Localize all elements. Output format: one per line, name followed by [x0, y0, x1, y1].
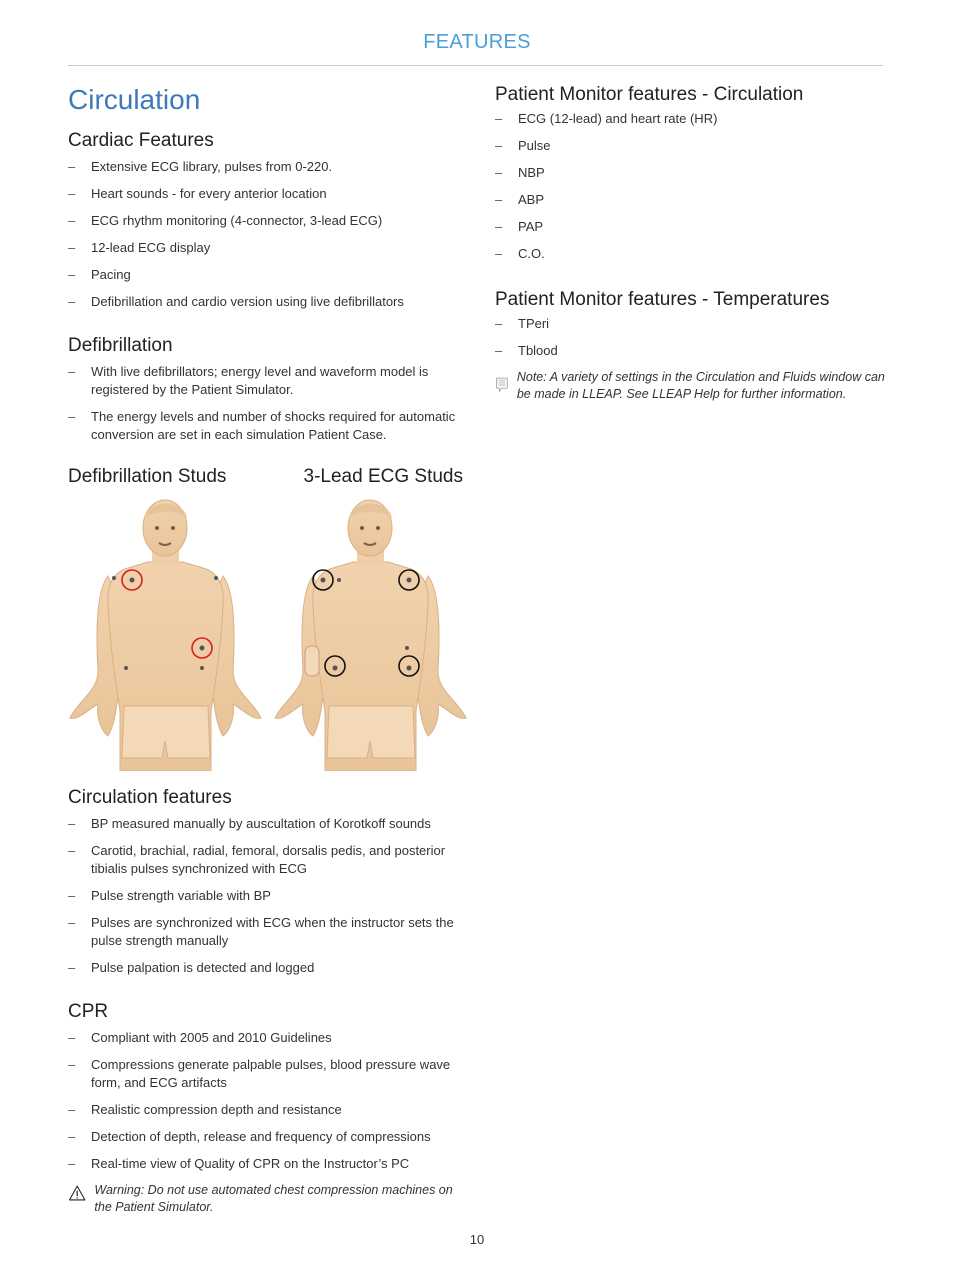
note-text: Note: A variety of settings in the Circulation and Fluids window can be made in LLEAP. See LLEAP Help for further information.: [516, 370, 885, 401]
cardiac-list: [68, 158, 463, 311]
lleap-note: [495, 369, 890, 403]
list-item: – Detection of depth, release and frequency of compressions: [68, 1128, 463, 1146]
list-item: – NBP: [495, 164, 890, 182]
list-item: – Pacing: [68, 266, 463, 284]
list-item: – The energy levels and number of shocks required for automatic conversion are set in each simulation Patient Case.: [68, 408, 463, 444]
cardiac-title: Cardiac Features: [68, 130, 214, 151]
header-divider: [68, 65, 883, 66]
list-item: – Tblood: [495, 342, 890, 360]
warning-icon: [68, 1182, 86, 1204]
monitor-circ-title: Patient Monitor features - Circulation: [495, 84, 804, 105]
list-item: – 12-lead ECG display: [68, 239, 463, 257]
defib-studs-title: Defibrillation Studs: [68, 466, 227, 487]
list-item: – Pulse palpation is detected and logged: [68, 959, 463, 977]
monitor-circ-list: [495, 110, 890, 263]
list-item: – Compliant with 2005 and 2010 Guidelines: [68, 1029, 463, 1047]
left-column: [68, 130, 463, 1216]
list-item: – ABP: [495, 191, 890, 209]
mannequin-body: [275, 500, 466, 771]
list-item: – Heart sounds - for every anterior location: [68, 185, 463, 203]
defib-list: [68, 363, 463, 444]
ecg-studs-title: 3-Lead ECG Studs: [303, 466, 463, 487]
page-title: Circulation: [68, 84, 201, 115]
cpr-list: [68, 1029, 463, 1173]
studs-headings: [68, 466, 463, 488]
defib-title: Defibrillation: [68, 335, 173, 356]
page-number: 10: [469, 1232, 485, 1247]
mannequin-body: [70, 500, 261, 771]
list-item: – Realistic compression depth and resistance: [68, 1101, 463, 1119]
list-item: – BP measured manually by auscultation of Korotkoff sounds: [68, 815, 463, 833]
list-item: – ECG rhythm monitoring (4-connector, 3-lead ECG): [68, 212, 463, 230]
warning-text: Warning: Do not use automated chest compression machines on the Patient Simulator.: [94, 1183, 453, 1214]
list-item: – Extensive ECG library, pulses from 0-220.: [68, 158, 463, 176]
note-icon: [495, 369, 509, 401]
monitor-temp-list: [495, 315, 890, 360]
list-item: – Pulse strength variable with BP: [68, 887, 463, 905]
list-item: – Real-time view of Quality of CPR on the Instructor’s PC: [68, 1155, 463, 1173]
circ-features-title: Circulation features: [68, 787, 232, 808]
list-item: – With live defibrillators; energy level and waveform model is registered by the Patient Simulator.: [68, 363, 463, 399]
monitor-temp-title: Patient Monitor features - Temperatures: [495, 289, 830, 310]
defib-studs-mannequin-image: [68, 496, 263, 771]
list-item: – Pulse: [495, 137, 890, 155]
list-item: – ECG (12-lead) and heart rate (HR): [495, 110, 890, 128]
circ-features-list: [68, 815, 463, 977]
ecg-studs-mannequin-image: [273, 496, 468, 771]
right-column: [495, 84, 890, 403]
header-title: FEATURES: [423, 31, 531, 53]
list-item: – Pulses are synchronized with ECG when the instructor sets the pulse strength manually: [68, 914, 463, 950]
list-item: – Carotid, brachial, radial, femoral, dorsalis pedis, and posterior tibialis pulses synchronized with ECG: [68, 842, 463, 878]
list-item: – C.O.: [495, 245, 890, 263]
list-item: – PAP: [495, 218, 890, 236]
list-item: – TPeri: [495, 315, 890, 333]
cpr-warning: [68, 1182, 463, 1216]
mannequin-figures: [68, 496, 468, 771]
list-item: – Compressions generate palpable pulses, blood pressure wave form, and ECG artifacts: [68, 1056, 463, 1092]
list-item: – Defibrillation and cardio version using live defibrillators: [68, 293, 463, 311]
cpr-title: CPR: [68, 1001, 109, 1022]
